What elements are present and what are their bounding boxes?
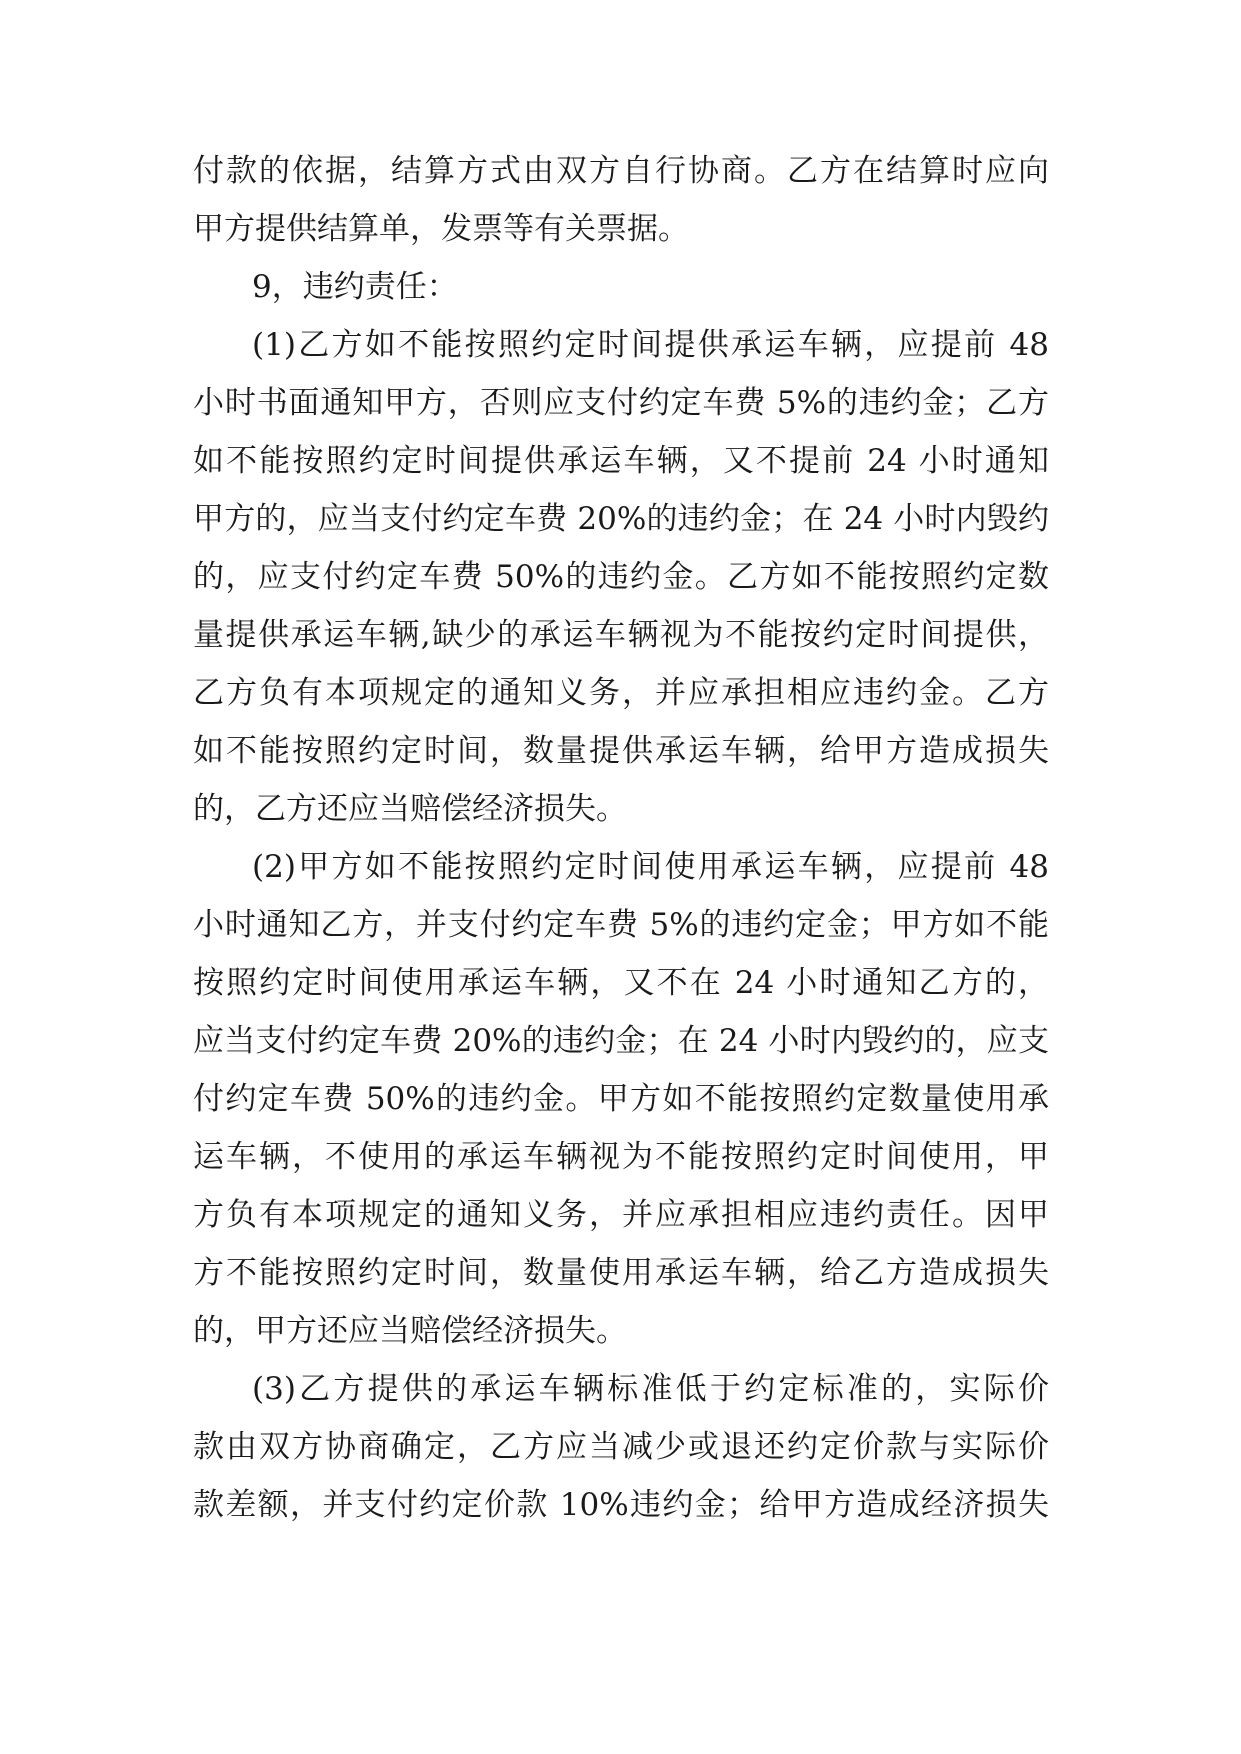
text-line: 甲方的，应当支付约定车费 20%的违约金；在 24 小时内毁约 xyxy=(193,501,1049,537)
text-line: 方负有本项规定的通知义务，并应承担相应违约责任。因甲 xyxy=(193,1197,1049,1233)
text-line: 的，应支付约定车费 50%的违约金。乙方如不能按照约定数 xyxy=(193,559,1049,595)
text-line: 小时书面通知甲方，否则应支付约定车费 5%的违约金；乙方 xyxy=(193,385,1049,421)
text-line: (3)乙方提供的承运车辆标准低于约定标准的，实际价 xyxy=(252,1371,1049,1407)
text-line: (1)乙方如不能按照约定时间提供承运车辆，应提前 48 xyxy=(252,327,1049,363)
text-line: 甲方提供结算单，发票等有关票据。 xyxy=(193,211,689,247)
text-line: 付款的依据，结算方式由双方自行协商。乙方在结算时应向 xyxy=(193,153,1049,189)
section-heading: 9，违约责任： xyxy=(252,269,458,305)
text-line: 付约定车费 50%的违约金。甲方如不能按照约定数量使用承 xyxy=(193,1081,1049,1117)
text-line: 应当支付约定车费 20%的违约金；在 24 小时内毁约的，应支 xyxy=(193,1023,1049,1059)
text-line: 如不能按照约定时间提供承运车辆，又不提前 24 小时通知 xyxy=(193,443,1049,479)
text-line: 量提供承运车辆,缺少的承运车辆视为不能按约定时间提供， xyxy=(193,617,1049,653)
text-line: 运车辆，不使用的承运车辆视为不能按照约定时间使用，甲 xyxy=(193,1139,1049,1175)
text-line: 的，乙方还应当赔偿经济损失。 xyxy=(193,791,627,827)
text-line: 小时通知乙方，并支付约定车费 5%的违约定金；甲方如不能 xyxy=(193,907,1049,943)
text-line: 乙方负有本项规定的通知义务，并应承担相应违约金。乙方 xyxy=(193,675,1049,711)
text-line: (2)甲方如不能按照约定时间使用承运车辆，应提前 48 xyxy=(252,849,1049,885)
text-line: 款由双方协商确定，乙方应当减少或退还约定价款与实际价 xyxy=(193,1429,1049,1465)
text-line: 款差额，并支付约定价款 10%违约金；给甲方造成经济损失 xyxy=(193,1487,1049,1523)
text-line: 方不能按照约定时间，数量使用承运车辆，给乙方造成损失 xyxy=(193,1255,1049,1291)
text-line: 的，甲方还应当赔偿经济损失。 xyxy=(193,1313,627,1349)
text-line: 按照约定时间使用承运车辆，又不在 24 小时通知乙方的， xyxy=(193,965,1049,1001)
text-line: 如不能按照约定时间，数量提供承运车辆，给甲方造成损失 xyxy=(193,733,1049,769)
